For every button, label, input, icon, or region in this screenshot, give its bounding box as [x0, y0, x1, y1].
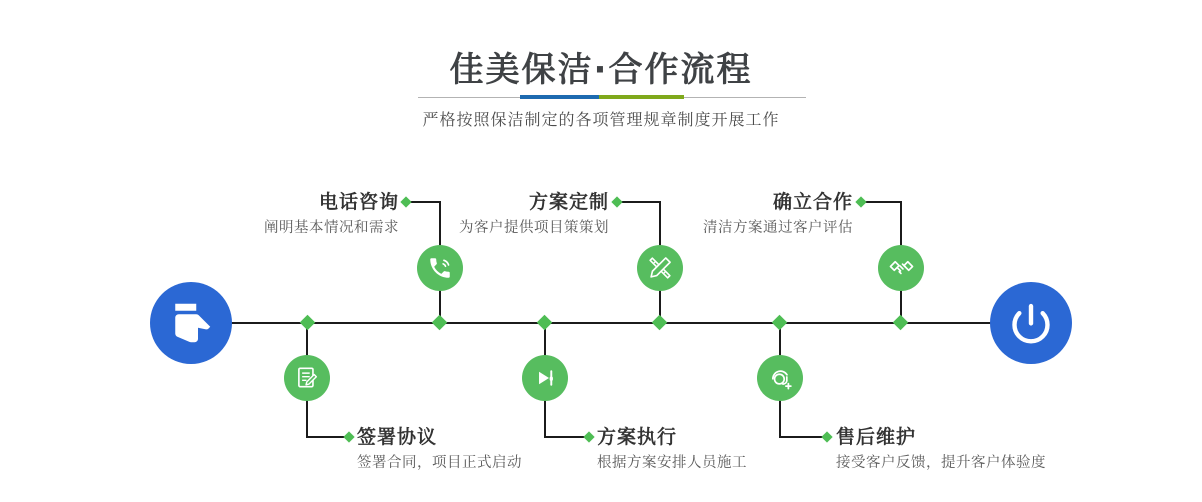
step-title: 售后维护 — [836, 426, 917, 448]
contract-icon — [294, 365, 320, 391]
timeline-node-diamond — [300, 315, 316, 331]
play-execute-icon — [532, 365, 558, 391]
step-title: 电话咨询 — [318, 191, 399, 213]
design-tools-icon — [647, 255, 673, 281]
connector-line — [861, 201, 902, 203]
step-desc: 为客户提供项目策策划 — [459, 220, 609, 236]
step-label — [597, 425, 747, 472]
divider-green-segment — [599, 95, 684, 99]
step-icon-circle — [637, 245, 683, 291]
step-desc: 阐明基本情况和需求 — [264, 220, 399, 236]
step-label — [357, 425, 522, 472]
step-icon-circle — [284, 355, 330, 401]
step-label — [459, 190, 609, 237]
divider-blue-segment — [520, 95, 599, 99]
customer-service-icon — [767, 365, 794, 392]
label-diamond — [400, 196, 411, 207]
timeline-node-diamond — [537, 315, 553, 331]
step-icon-circle — [522, 355, 568, 401]
timeline-start-node — [150, 282, 232, 364]
step-desc: 签署合同，项目正式启动 — [357, 455, 522, 471]
label-diamond — [611, 196, 622, 207]
step-title: 确立合作 — [772, 191, 853, 213]
phone-icon — [427, 255, 453, 281]
timeline-node-diamond — [652, 315, 668, 331]
label-diamond — [343, 431, 354, 442]
step-icon-circle — [417, 245, 463, 291]
page-subtitle: 严格按照保洁制定的各项管理规章制度开展工作 — [422, 110, 780, 129]
power-icon — [1009, 301, 1053, 345]
connector-line — [617, 201, 661, 203]
step-desc: 清洁方案通过客户评估 — [703, 220, 853, 236]
timeline-node-diamond — [432, 315, 448, 331]
step-title: 签署协议 — [357, 426, 438, 448]
connector-line — [780, 436, 823, 438]
step-label — [703, 190, 853, 237]
step-label — [836, 425, 1046, 472]
page-title: 佳美保洁·合作流程 — [449, 50, 753, 90]
step-title: 方案执行 — [597, 426, 678, 448]
label-diamond — [583, 431, 594, 442]
step-desc: 根据方案安排人员施工 — [597, 455, 747, 471]
step-icon-circle — [878, 245, 924, 291]
timeline-node-diamond — [893, 315, 909, 331]
step-desc: 接受客户反馈，提升客户体验度 — [836, 455, 1046, 471]
timeline-node-diamond — [772, 315, 788, 331]
label-diamond — [855, 196, 866, 207]
step-label — [264, 190, 399, 237]
pointing-hand-icon — [170, 302, 212, 344]
handshake-icon — [888, 255, 915, 282]
timeline-end-node — [990, 282, 1072, 364]
step-title: 方案定制 — [528, 191, 609, 213]
label-diamond — [821, 431, 832, 442]
step-icon-circle — [757, 355, 803, 401]
